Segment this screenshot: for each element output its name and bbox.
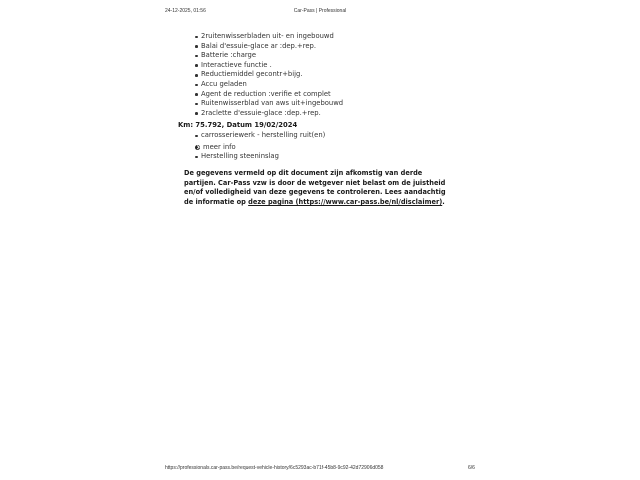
list-item: 2ruitenwisserbladen uit- en ingebouwd [201,32,468,42]
print-url: https://professionals.car-pass.be/request-vehicle-history/6c5293ac-b71f-45b8-9c92-42d72906d058 [165,465,384,471]
disclaimer-text [184,169,446,208]
km-date-heading: Km: 75.792, Datum 19/02/2024 [178,121,298,130]
list-item: Reductiemiddel gecontr+bijg. [201,70,468,80]
print-title: Car-Pass | Professional [293,8,347,14]
maintenance-item-list [178,32,468,118]
list-item: Agent de reduction :verifie et complet [201,90,468,100]
list-item: Balai d'essuie-glace ar :dep.+rep. [201,42,468,52]
list-item: Batterie :charge [201,51,468,61]
chevron-circle-icon [195,145,200,150]
more-info-toggle[interactable] [178,143,468,153]
list-item: Interactieve functie . [201,61,468,71]
list-item: Herstelling steeninslag [201,152,468,162]
list-item: Accu geladen [201,80,468,90]
disclaimer-end: . [442,198,445,207]
page-number: 6/6 [468,465,475,471]
list-item: carrosseriewerk - herstelling ruit(en) [201,131,468,141]
disclaimer-link[interactable]: deze pagina (https://www.car-pass.be/nl/disclaimer) [248,198,443,207]
more-info-label: meer info [203,142,236,151]
list-item: 2raclette d'essuie-glace :dep.+rep. [201,109,468,119]
repair-detail-list [178,152,468,162]
print-header [0,8,640,18]
list-item: Ruitenwisserblad van aws uit+ingebouwd [201,99,468,109]
disclaimer-body: De gegevens vermeld op dit document zijn afkomstig van derde partijen. Car-Pass vzw is door de wetgever niet belast om de juistheid en/of volledigheid van deze gegevens te controleren. Lees aandachtig de informatie op [184,168,446,207]
document-content [178,32,468,208]
print-date: 24-12-2025, 01:56 [165,8,206,14]
print-footer [0,465,640,475]
repair-item-list [178,131,468,141]
